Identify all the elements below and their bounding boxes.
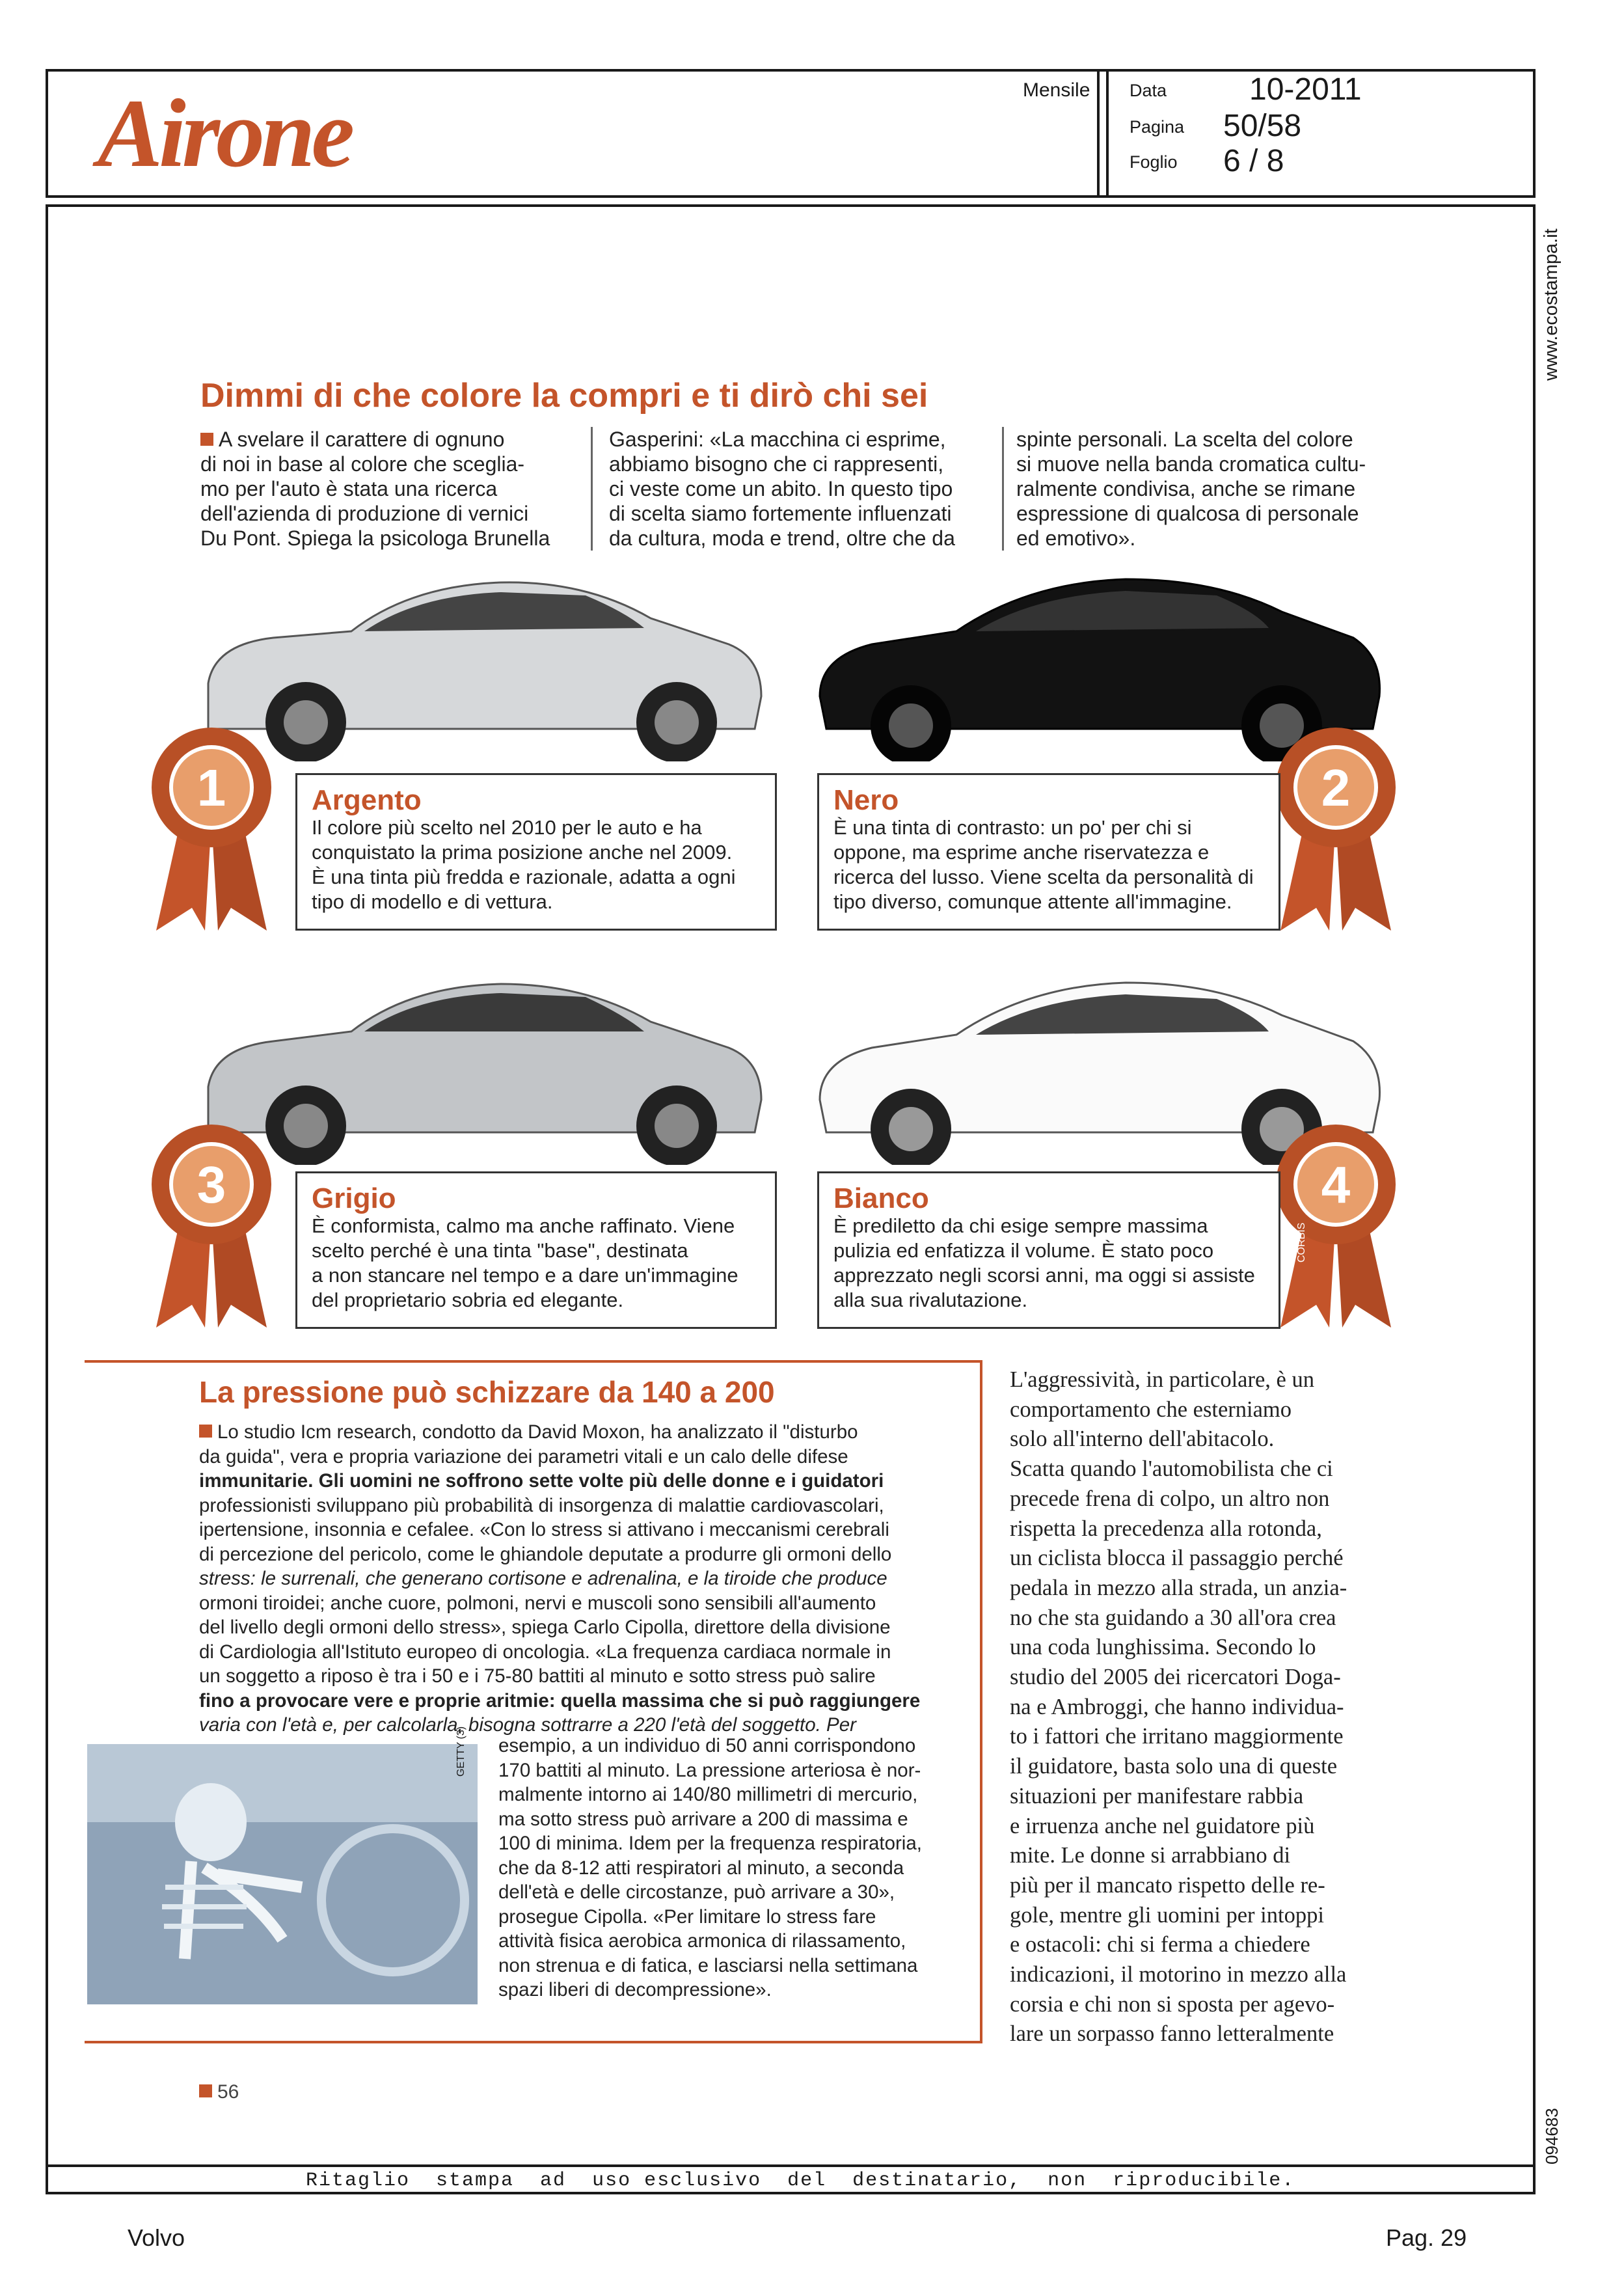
pagina-value: 50/58 (1223, 109, 1302, 143)
bullet-square (199, 1425, 212, 1438)
silver-car-image (195, 566, 768, 761)
brand-label: Volvo (128, 2224, 185, 2251)
side-column: L'aggressività, in particolare, è un comportamento che esterniamo solo all'interno dell'abitacolo. Scatta quando l'automobilista che ci precede frena di colpo, un altro non rispetta la precedenza alla rotonda, un ciclista blocca il passaggio perché pedala in mezzo alla strada, un anzia- no che sta guidando a 30 all'ora crea una coda lunghissima. Secondo lo studio del 2005 dei ricercatori Doga- na e Ambroggi, che hanno individua- to i fattori che irritano maggiormente il guidatore, basta solo una di queste situazioni per manifestare rabbia e irruenza anche nel guidatore più mite. Le donne si arrabbiano di più per il mancato rispetto delle re- gole, mentre gli uomini per intoppi e ostacoli: chi si ferma a chiedere indicazioni, il motorino in mezzo alla corsia e chi non si sposta per agevo- lare un sorpasso fanno letteralmente (1010, 1367, 1347, 2047)
header-divider (1097, 69, 1100, 198)
magazine-page-number: 56 (199, 2081, 239, 2103)
article-column-2: Gasperini: «La macchina ci esprime, abbiamo bisogno che ci rappresenti, ci veste come un abito. In questo tipo di scelta siamo fortemente influenzati da cultura, moda e trend, oltre che da (609, 428, 955, 550)
rank-number: 2 (1321, 759, 1351, 817)
rank-rosette (1267, 1113, 1404, 1328)
rank-rosette (1267, 716, 1404, 931)
box-body-continued: esempio, a un individuo di 50 anni corrispondono 170 battiti al minuto. La pressione arteriosa è nor- malmente intorno ai 140/80 millimetri di mercurio, ma sotto stress può arrivare a 200 di massima e 100 di minima. Idem per la frequenza respiratoria, che da 8-12 atti respiratori al minuto, a seconda dell'età e delle circostanze, può arrivare a 30», prosegue Cipolla. «Per limitare lo stress fare attività fisica aerobica armonica di rilassamento, non strenua e di fatica, e lasciarsi nella settimana spazi liberi di decompressione». (498, 1735, 922, 2000)
header-divider (1106, 69, 1109, 198)
column-divider (591, 427, 593, 551)
page-label: Pag. 29 (1386, 2224, 1467, 2251)
color-description: È conformista, calmo ma anche raffinato. Viene scelto perché è una tinta "base", destinata a non stancare nel tempo e a dare un'immagine del proprietario sobria ed elegante. (312, 1214, 738, 1311)
color-name: Argento (312, 784, 422, 816)
photo-credit: CORBIS (1296, 1222, 1307, 1262)
color-description: Il colore più scelto nel 2010 per le auto e ha conquistato la prima posizione anche nel 2009. È una tinta più fredda e razionale, adatta a ogni tipo di modello e di vettura. (312, 816, 736, 913)
bullet-square (200, 433, 213, 446)
foglio-value: 6 / 8 (1223, 144, 1284, 178)
color-name: Nero (833, 784, 899, 816)
magazine-logo: Airone (98, 79, 351, 187)
color-name: Grigio (312, 1182, 396, 1214)
color-box-bianco (817, 1171, 1280, 1329)
pagina-label: Pagina (1130, 117, 1185, 137)
grey-car-image (195, 970, 768, 1165)
foglio-label: Foglio (1130, 152, 1178, 172)
disclaimer-text: Ritaglio stampa ad uso esclusivo del destinatario, non riproducibile. (306, 2170, 1295, 2192)
photo-credit: GETTY (3) (455, 1726, 467, 1777)
color-box-argento (295, 773, 777, 931)
color-description: È una tinta di contrasto: un po' per chi si oppone, ma esprime anche riservatezza e ricerca del lusso. Viene scelta da personalità di tipo diverso, comunque attente all'immagine. (833, 816, 1254, 913)
column-divider (1002, 427, 1004, 551)
bullet-square (199, 2084, 212, 2097)
rank-number: 3 (196, 1156, 226, 1214)
data-value: 10-2011 (1249, 72, 1362, 107)
box-title: La pressione può schizzare da 140 a 200 (199, 1375, 775, 1409)
rank-number: 1 (196, 759, 226, 817)
color-description: È prediletto da chi esige sempre massima pulizia ed enfatizza il volume. È stato poco apprezzato negli scorsi anni, ma oggi si assiste alla sua rivalutazione. (833, 1214, 1255, 1311)
rank-rosette (143, 1113, 280, 1328)
clip-id: 094683 (1542, 2108, 1562, 2164)
color-box-nero (817, 773, 1280, 931)
color-box-grigio (295, 1171, 777, 1329)
article-column-3: spinte personali. La scelta del colore si muove nella banda cromatica cultu- ralmente condivisa, anche se rimane espressione di qualcosa di personale ed emotivo». (1016, 428, 1366, 550)
rank-rosette (143, 716, 280, 931)
article-title: Dimmi di che colore la compri e ti dirò chi sei (200, 377, 928, 415)
rank-number: 4 (1321, 1156, 1351, 1214)
article-column-1: A svelare il carattere di ognuno di noi in base al colore che sceglia- mo per l'auto è stata una ricerca dell'azienda di produzione di vernici Du Pont. Spiega la psicologa Brunella (200, 428, 550, 550)
publication-period: Mensile (1023, 79, 1090, 101)
xray-driver-image (87, 1744, 478, 2004)
box-body: Lo studio Icm research, condotto da David Moxon, ha analizzato il "disturbo da guida", vera e propria variazione dei parametri vitali e un calo delle difese immunitarie. Gli uomini ne soffrono sette volte più delle donne e i guidatori professionisti sviluppano più probabilità di insorgenza di malattie cardiovascolari, ipertensione, insonnia e cefalee. «Con lo stress si attivano i meccanismi cerebrali di percezione del pericolo, come le ghiandole deputate a produrre gli ormoni dello stress: le surrenali, che generano cortisone e adrenalina, e la tiroide che produce ormoni tiroidei; anche cuore, polmoni, nervi e muscoli sono sensibili all'aumento del livello degli ormoni dello stress», spiega Carlo Cipolla, direttore della divisione di Cardiologia all'Istituto europeo di oncologia. «La frequenza cardiaca normale in un soggetto a riposo è tra i 50 e i 75-80 battiti al minuto e sotto stress può salire fino a provocare vere e proprie aritmie: quella massima che si può raggiungere varia con l'età e, per calcolarla, bisogna sottrarre a 220 l'età del soggetto. Per (199, 1421, 921, 1736)
color-name: Bianco (833, 1182, 929, 1214)
site-url: www.ecostampa.it (1541, 228, 1562, 381)
data-label: Data (1130, 81, 1167, 100)
